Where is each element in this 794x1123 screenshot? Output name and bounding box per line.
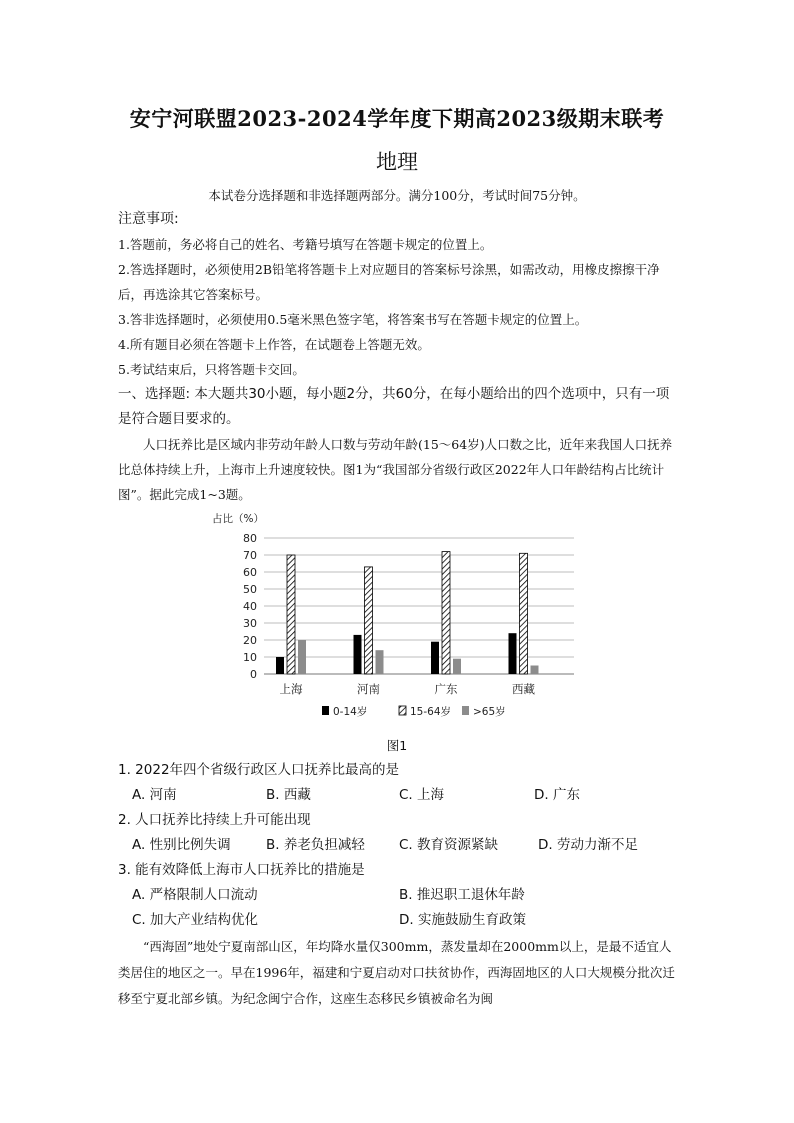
option[interactable]: D. 劳动力渐不足 [538,837,638,853]
y-tick-label: 70 [243,549,257,562]
notice-section [118,207,678,507]
passage-xihaigu: “西海固”地处宁夏南部山区，年均降水量仅300mm，蒸发量却在2000mm以上，是最不适宜人类居住的地区之一。早在1996年，福建和宁夏启动对口扶贫协作，西海固地区的人口大规模分批次迁移至宁夏北部乡镇。为纪念闽宁合作，这座生态移民乡镇被命名为闽 [118,939,675,1006]
section-heading: 一、选择题: 本大题共30小题，每小题2分，共60分，在每小题给出的四个选项中，只有一项是符合题目要求的。 [118,386,670,427]
y-tick-label: 50 [243,583,257,596]
option[interactable]: B. 推迟职工退休年龄 [399,887,525,903]
question-options [118,833,678,858]
y-tick-label: 20 [243,634,257,647]
legend-label: >65岁 [473,706,506,718]
bar [442,552,450,674]
option[interactable]: D. 广东 [534,787,580,803]
bar [376,650,384,674]
notice-item: 3.答非选择题时，必须使用0.5毫米黑色签字笔，将答案书写在答题卡规定的位置上。 [118,312,588,327]
bar [298,640,306,674]
y-tick-label: 60 [243,566,257,579]
question-options [118,908,678,933]
legend-label: 15-64岁 [410,706,452,718]
passage-xihaigu-section [118,934,678,1012]
x-tick-label: 广东 [434,682,458,696]
bar [431,642,439,674]
exam-intro: 本试卷分选择题和非选择题两部分。满分100分，考试时间75分钟。 [208,188,586,203]
option[interactable]: A. 性别比例失调 [132,837,231,853]
option[interactable]: A. 严格限制人口流动 [132,887,258,903]
bar [531,666,539,675]
bar [520,553,528,674]
notice-item: 1.答题前，务必将自己的姓名、考籍号填写在答题卡规定的位置上。 [118,237,493,252]
notice-heading: 注意事项: [118,211,179,227]
bar [509,633,517,674]
question-options [118,783,678,808]
y-tick-label: 40 [243,600,257,613]
legend-swatch [322,706,329,715]
question-options [118,883,678,908]
legend-swatch [399,706,406,715]
y-tick-label: 30 [243,617,257,630]
x-tick-label: 西藏 [512,682,535,696]
option[interactable]: A. 河南 [132,787,177,803]
y-tick-label: 10 [243,651,257,664]
option[interactable]: C. 加大产业结构优化 [132,912,259,928]
subject-title: 地理 [376,150,418,174]
questions-section [118,758,678,933]
question-stem: 3. 能有效降低上海市人口抚养比的措施是 [118,862,365,878]
y-axis-label: 占比（%） [212,513,264,525]
notice-item: 2.答选择题时，必须使用2B铅笔将答题卡上对应题目的答案标号涂黑，如需改动，用橡皮擦擦干净后，再选涂其它答案标号。 [118,262,660,302]
figure-caption: 图1 [386,738,408,753]
bar [453,659,461,674]
y-tick-label: 0 [250,668,257,681]
legend-label: 0-14岁 [333,706,368,718]
notice-item: 4.所有题目必须在答题卡上作答，在试题卷上答题无效。 [118,337,430,352]
bar [365,567,373,674]
question-stem: 1. 2022年四个省级行政区人口抚养比最高的是 [118,762,400,778]
y-tick-label: 80 [243,532,257,545]
x-tick-label: 河南 [357,682,380,696]
population-chart [200,505,590,730]
option[interactable]: C. 上海 [399,787,445,803]
question-stem: 2. 人口抚养比持续上升可能出现 [118,812,311,828]
option[interactable]: B. 西藏 [266,787,311,803]
bar [354,635,362,674]
legend-swatch [462,706,469,715]
option[interactable]: C. 教育资源紧缺 [399,837,499,853]
passage-population: 人口抚养比是区域内非劳动年龄人口数与劳动年龄(15～64岁)人口数之比，近年来我国人口抚养比总体持续上升，上海市上升速度较快。图1为“我国部分省级行政区2022年人口年龄结构占比统计图”。据此完成1~3题。 [118,437,673,502]
bar [276,657,284,674]
bar [287,555,295,674]
notice-item: 5.考试结束后，只将答题卡交回。 [118,362,305,377]
bar-chart-svg [200,505,590,730]
option[interactable]: D. 实施鼓励生育政策 [399,912,526,928]
x-tick-label: 上海 [279,682,303,696]
exam-title: 安宁河联盟2023-2024学年度下期高2023级期末联考 [129,106,665,131]
option[interactable]: B. 养老负担减轻 [266,837,365,853]
